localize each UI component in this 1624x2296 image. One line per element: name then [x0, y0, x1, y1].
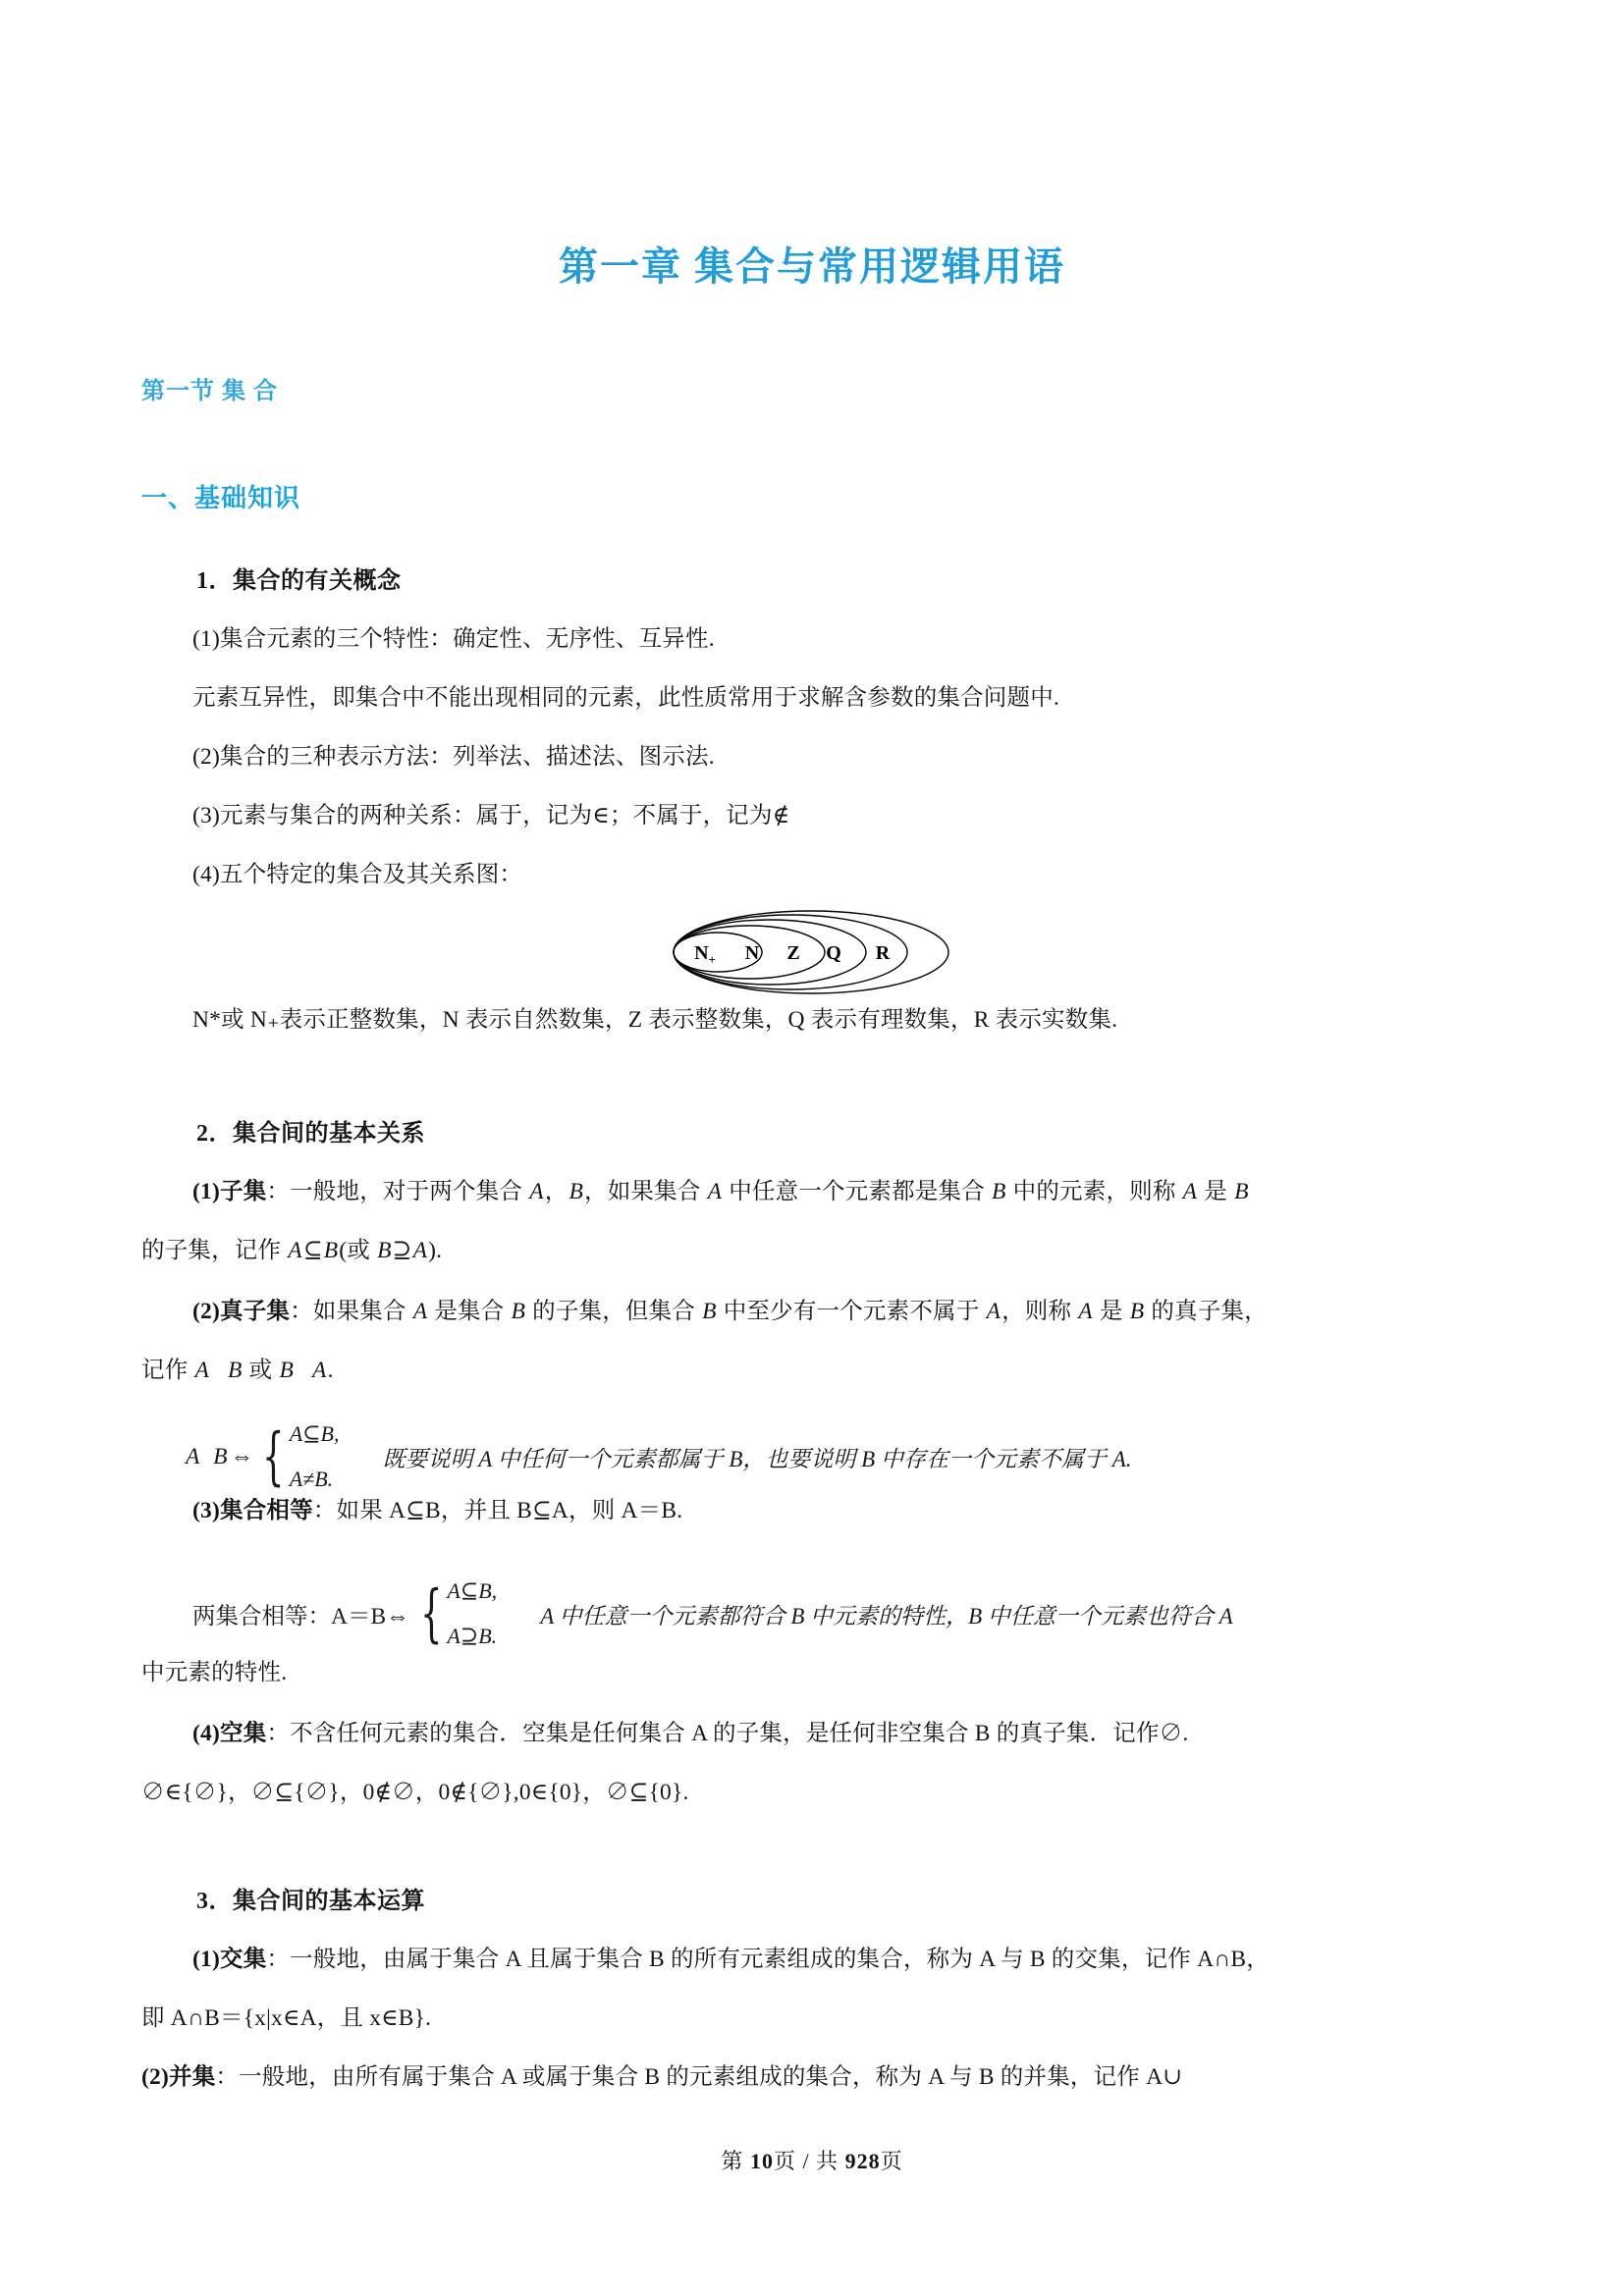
topic3-union-text: ：一般地，由所有属于集合 A 或属于集合 B 的元素组成的集合，称为 A 与 B 的并集，记作 A∪ — [215, 2064, 1183, 2090]
set-equality-formula-note-cont: 中元素的特性. — [141, 1660, 288, 1685]
topic3-intersection-text: ：一般地，由属于集合 A 且属于集合 B 的所有元素组成的集合，称为 A 与 B 的交集，记作 A∩B， — [266, 1947, 1270, 1972]
set-equality-case-2: A⊇B. — [447, 1624, 498, 1649]
topic2-proper-subset-line2: 记作 A B 或 B A. — [141, 1358, 334, 1383]
number-sets-diagram — [0, 908, 1624, 1001]
footer-suffix: 页 — [880, 2149, 903, 2173]
venn-label-R: R — [875, 942, 891, 964]
topic3-heading: 3．集合间的基本运算 — [196, 1889, 425, 1914]
topic2-proper-subset-label: (2)真子集 — [192, 1299, 291, 1324]
topic2-subset-text: ：一般地，对于两个集合 A，B，如果集合 A 中任意一个元素都是集合 B 中的元素，则称 A 是 B — [266, 1179, 1249, 1204]
section-title: 第一节 集 合 — [141, 379, 278, 404]
topic2-proper-subset-text: ：如果集合 A 是集合 B 的子集，但集合 B 中至少有一个元素不属于 A，则称 A 是 B 的真子集， — [290, 1299, 1268, 1324]
footer-total-pages: 928 — [844, 2149, 881, 2173]
chapter-title: 第一章 集合与常用逻辑用语 — [559, 244, 1065, 289]
topic2-empty-set-text: ：不含任何元素的集合．空集是任何集合 A 的子集，是任何非空集合 B 的真子集．记作∅. — [266, 1721, 1189, 1746]
topic1-number-sets-caption: N*或 N₊表示正整数集，N 表示自然数集，Z 表示整数集，Q 表示有理数集，R 表示实数集. — [192, 1007, 1118, 1033]
topic2-subset-label: (1)子集 — [192, 1179, 267, 1204]
topic3-intersection-label: (1)交集 — [192, 1947, 267, 1972]
topic2-empty-set-examples: ∅∈{∅}，∅⊆{∅}，0∉∅，0∉{∅},0∈{0}，∅⊆{0}. — [141, 1780, 689, 1805]
set-equality-case-1: A⊆B, — [447, 1578, 498, 1603]
footer-prefix: 第 — [721, 2149, 744, 2173]
topic2-empty-set-line — [192, 1723, 1534, 1746]
footer-middle: 页 / 共 — [773, 2149, 839, 2173]
venn-label-Z: Z — [786, 942, 800, 964]
proper-subset-formula-lhs: A B — [186, 1443, 228, 1469]
proper-subset-formula-note: 既要说明 A 中任何一个元素都属于 B，也要说明 B 中存在一个元素不属于 A. — [382, 1446, 1132, 1471]
topic3-union-line — [141, 2066, 1483, 2090]
page-footer — [0, 2145, 1624, 2175]
topic1-line3: (2)集合的三种表示方法：列举法、描述法、图示法. — [192, 744, 715, 770]
set-equality-formula-note: A 中任意一个元素都符合 B 中元素的特性，B 中任意一个元素也符合 A — [540, 1603, 1233, 1629]
proper-subset-case-1: A⊆B, — [289, 1421, 340, 1446]
subsection-title-basic-knowledge: 一、基础知识 — [141, 484, 301, 512]
element-of-icon: ∈ — [592, 803, 610, 828]
proper-subset-cases — [288, 1412, 340, 1502]
proper-subset-case-2: A≠B. — [289, 1467, 334, 1492]
topic2-empty-set-label: (4)空集 — [192, 1721, 267, 1746]
venn-label-Q: Q — [826, 942, 841, 964]
footer-current-page: 10 — [749, 2149, 774, 2173]
iff-arrow-icon: ⇔ — [230, 1443, 253, 1469]
topic1-line4-b: ；不属于，记为 — [609, 803, 773, 828]
topic2-equality-line — [192, 1500, 1534, 1523]
topic2-equality-label: (3)集合相等 — [192, 1498, 313, 1523]
topic1-line4 — [192, 805, 1534, 828]
topic2-proper-subset-line1 — [192, 1301, 1534, 1324]
set-equality-formula-lhs: 两集合相等：A＝B⇔ — [192, 1604, 409, 1630]
not-element-of-icon: ∉ — [772, 803, 790, 828]
topic2-equality-text: ：如果 A⊆B，并且 B⊆A，则 A＝B. — [312, 1498, 683, 1523]
topic3-intersection-line1 — [192, 1949, 1534, 1972]
topic1-heading: 1．集合的有关概念 — [196, 568, 402, 594]
topic2-heading: 2．集合间的基本关系 — [196, 1121, 425, 1147]
topic1-line1: (1)集合元素的三个特性：确定性、无序性、互异性. — [192, 626, 715, 652]
topic3-union-label: (2)并集 — [141, 2064, 216, 2090]
proper-subset-formula — [185, 1412, 1132, 1502]
set-equality-cases — [445, 1569, 497, 1659]
left-brace-icon: { — [262, 1419, 285, 1493]
topic2-subset-line2: 的子集，记作 A⊆B(或 B⊇A). — [141, 1238, 443, 1263]
topic3-intersection-line2: 即 A∩B＝{x|x∈A，且 x∈B}. — [141, 2005, 432, 2031]
topic1-line5: (4)五个特定的集合及其关系图： — [192, 862, 523, 887]
nested-ellipses-svg — [665, 908, 959, 996]
set-equality-formula — [192, 1569, 1233, 1659]
left-brace-icon-2: { — [419, 1576, 443, 1650]
topic1-line4-a: (3)元素与集合的两种关系：属于，记为 — [192, 803, 593, 828]
topic1-line2: 元素互异性，即集合中不能出现相同的元素，此性质常用于求解含参数的集合问题中. — [192, 685, 1059, 711]
topic2-subset-line1 — [192, 1181, 1534, 1204]
venn-label-N: N — [744, 942, 760, 964]
venn-label-N-plus: $N_+$ — [694, 942, 716, 967]
